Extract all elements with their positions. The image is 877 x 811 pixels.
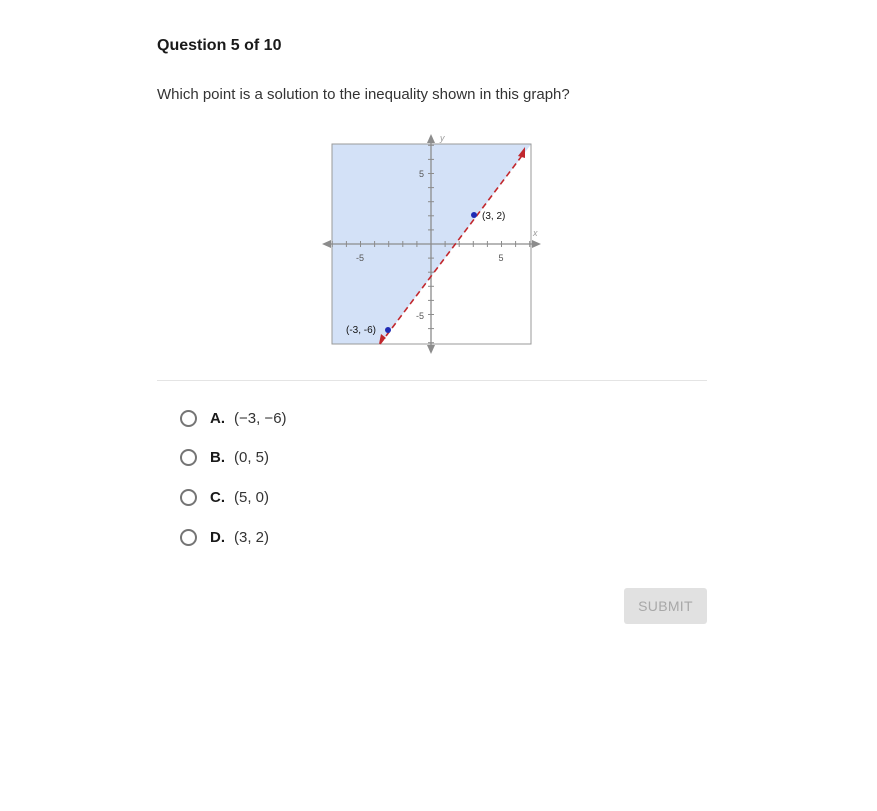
y-axis-arrow-down bbox=[427, 345, 435, 354]
tick-label-x-neg5: -5 bbox=[355, 253, 365, 263]
point-label-neg3-neg6: (-3, -6) bbox=[346, 325, 376, 336]
y-axis-label: y bbox=[440, 133, 445, 143]
choice-a-letter: A. bbox=[210, 409, 225, 427]
choice-d-letter: D. bbox=[210, 528, 225, 546]
tick-label-y-neg5: -5 bbox=[415, 311, 424, 321]
y-axis-arrow-up bbox=[427, 134, 435, 143]
choice-c-text: (5, 0) bbox=[234, 488, 270, 506]
radio-a[interactable] bbox=[180, 410, 197, 427]
point-label-3-2: (3, 2) bbox=[482, 211, 506, 222]
choice-a[interactable] bbox=[180, 406, 287, 430]
choice-d-text: (3, 2) bbox=[234, 528, 270, 546]
radio-b[interactable] bbox=[180, 449, 197, 466]
tick-label-y-5: 5 bbox=[418, 169, 424, 179]
radio-c[interactable] bbox=[180, 489, 197, 506]
choice-c-letter: C. bbox=[210, 488, 225, 506]
choice-c[interactable] bbox=[180, 485, 287, 509]
tick-label-x-5: 5 bbox=[498, 253, 504, 263]
choice-b-letter: B. bbox=[210, 449, 225, 467]
inequality-graph bbox=[318, 130, 548, 356]
graph-svg bbox=[318, 130, 548, 356]
divider bbox=[157, 380, 707, 381]
submit-button[interactable]: SUBMIT bbox=[624, 588, 707, 624]
choice-b[interactable] bbox=[180, 446, 287, 470]
x-axis-label: x bbox=[533, 228, 538, 238]
choice-a-text: (−3, −6) bbox=[234, 409, 287, 427]
point-3-2 bbox=[471, 212, 477, 218]
x-axis-arrow-left bbox=[322, 240, 331, 248]
answer-choices bbox=[180, 406, 287, 565]
choice-d[interactable] bbox=[180, 525, 287, 549]
question-counter: Question 5 of 10 bbox=[157, 37, 282, 54]
question-prompt: Which point is a solution to the inequality shown in this graph? bbox=[157, 86, 570, 103]
radio-d[interactable] bbox=[180, 529, 197, 546]
choice-b-text: (0, 5) bbox=[234, 449, 270, 467]
point-neg3-neg6 bbox=[385, 327, 391, 333]
x-axis-arrow-right bbox=[532, 240, 541, 248]
